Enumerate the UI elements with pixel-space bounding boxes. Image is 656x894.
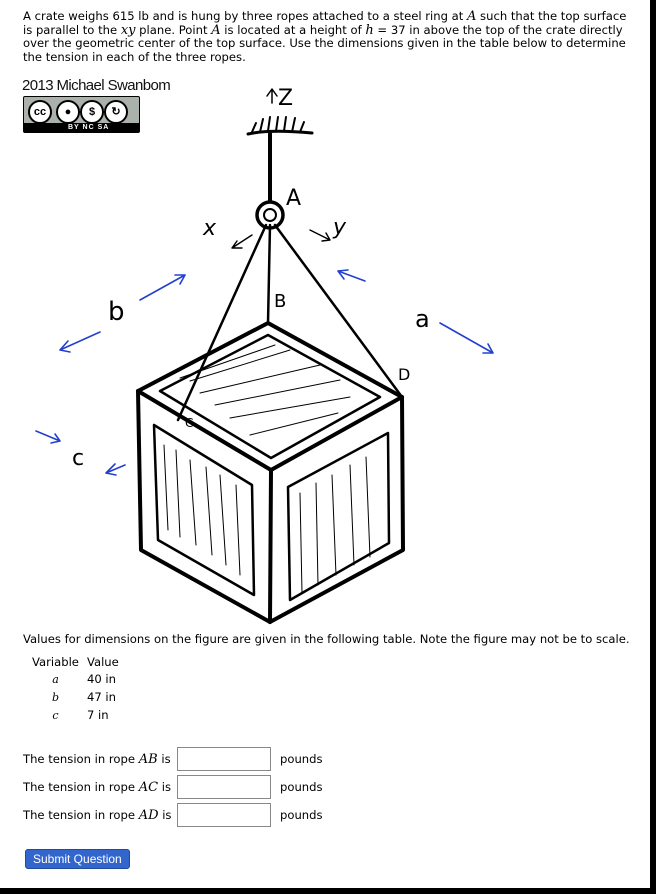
z-arrow-icon [267,89,277,103]
label-A: A [286,186,302,211]
label-B: B [274,291,287,312]
dim-c-right-arrow [106,464,125,475]
label-c: c [72,446,85,471]
credit-text: 2013 Michael Swanbom [22,77,171,94]
problem-statement: A crate weighs 615 lb and is hung by three ropes attached to a steel ring at A such that the top surface is parallel to the xy plane. Point A is located at a height of h = 37 in above the top of the crate directly over the geometric center of the top surface. Use the dimensions given in the table below to determine the tension in each of the three ropes. [23,9,627,64]
ceiling-line [248,131,312,134]
crate-left-grain [164,445,240,575]
submit-question-button[interactable]: Submit Question [25,849,130,869]
cc-icon: cc [28,100,52,124]
answer-row-ad: The tension in rope AD is pounds [23,802,173,828]
table-row: a 40 in [52,672,116,686]
tension-ac-input[interactable] [177,775,271,799]
dim-b-left-arrow [60,332,100,352]
header-variable: Variable [32,655,79,669]
by-person-icon: ● [56,100,80,124]
unit-label: pounds [280,780,323,794]
cc-bar-text: BY NC SA [24,123,139,132]
dim-a-right-arrow [440,323,493,353]
crate-figure [20,75,640,625]
dim-c-left-arrow [36,431,60,443]
sa-share-icon: ↻ [104,100,128,124]
label-b: b [108,297,125,327]
tension-ad-input[interactable] [177,803,271,827]
unit-label: pounds [280,808,323,822]
answer-row-ac: The tension in rope AC is pounds [23,774,173,800]
dim-b-right-arrow [140,275,185,300]
answer-row-ab: The tension in rope AB is pounds [23,746,173,772]
dim-a-left-arrow [338,270,365,281]
tension-ab-input[interactable] [177,747,271,771]
label-D: D [398,365,411,384]
table-note: Values for dimensions on the figure are given in the following table. Note the figure may not be to scale. [23,632,630,646]
label-C: C [185,416,194,430]
header-value: Value [86,655,119,669]
label-z: Z [278,86,294,111]
crate-right-panel [288,433,389,600]
label-a: a [415,305,430,333]
rope-ac [178,225,266,420]
x-axis-arrow [232,235,252,248]
label-x: x [203,216,217,241]
unit-label: pounds [280,752,323,766]
table-row: c 7 in [52,708,109,722]
crate-top-inner [160,335,380,458]
nc-dollar-icon: $ [80,100,104,124]
y-axis-arrow [310,230,330,241]
table-row: b 47 in [51,690,116,704]
label-y: y [333,215,347,240]
rope-ab [268,225,270,323]
dimensions-table [30,655,125,726]
